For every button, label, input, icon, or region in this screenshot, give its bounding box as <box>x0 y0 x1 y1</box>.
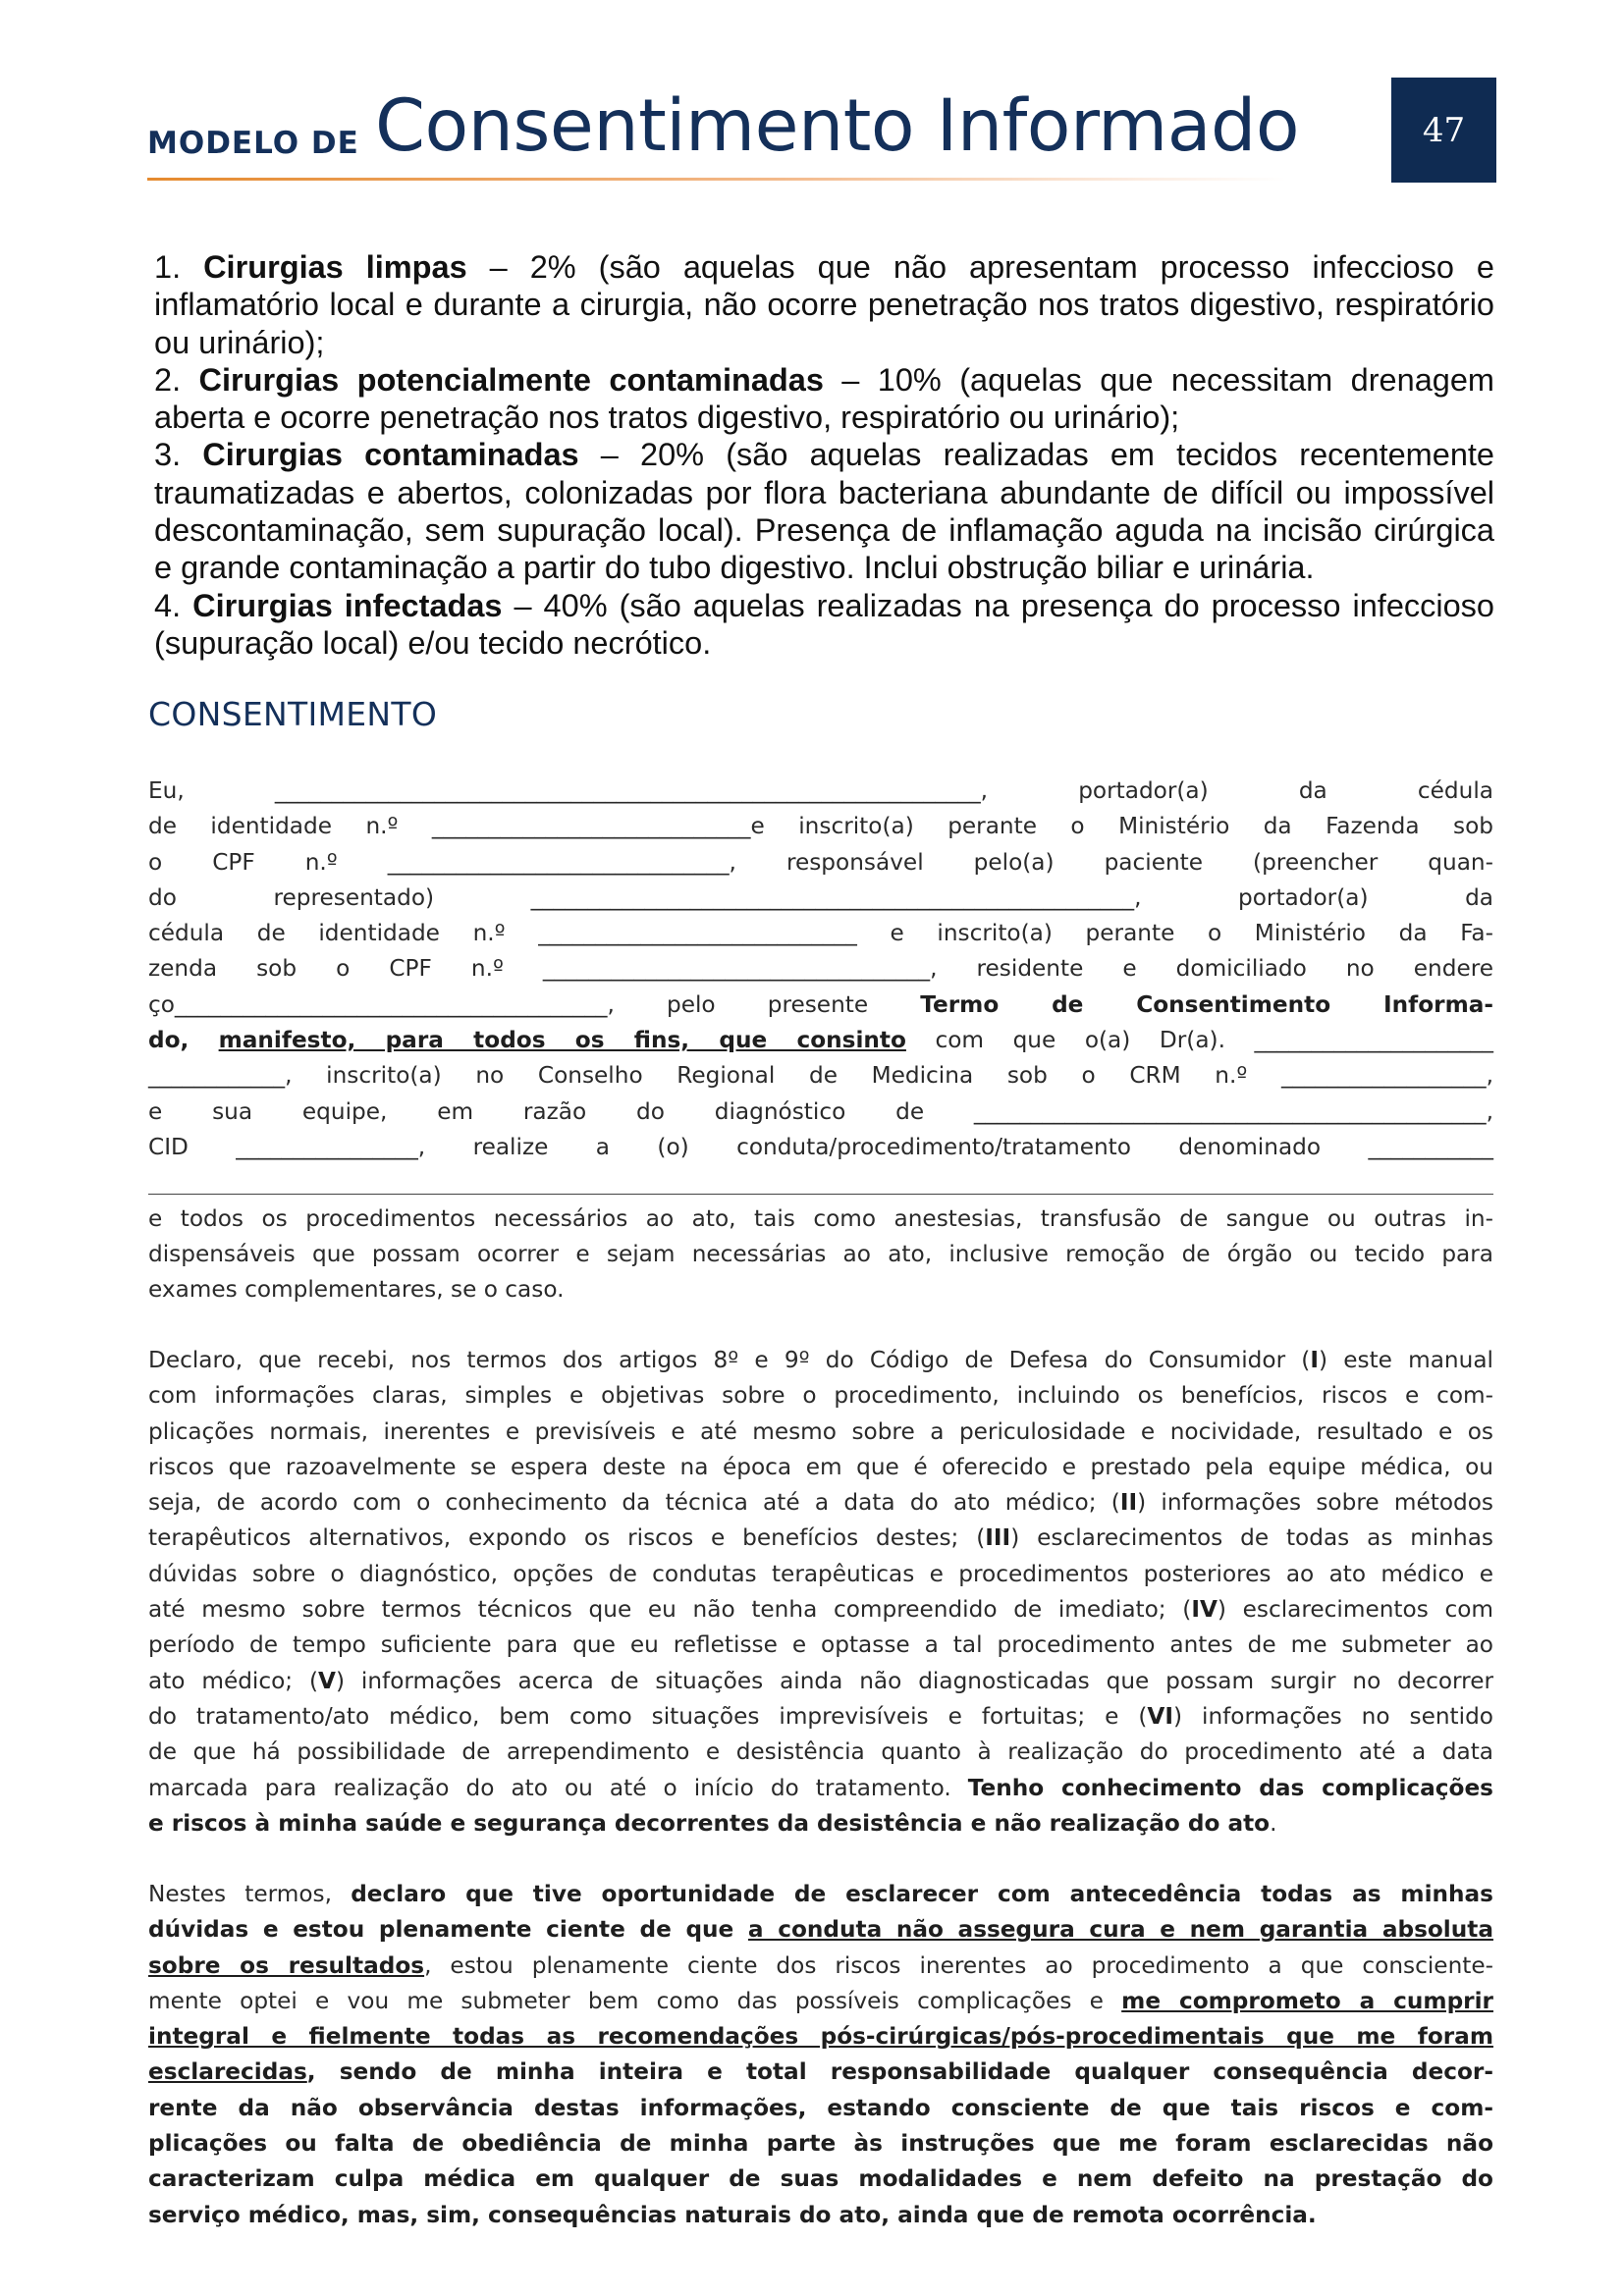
text: marcada para realização do ato ou até o início do tratamento. <box>148 1774 968 1801</box>
underlined-emphasis: me comprometo a cumprir <box>1121 1987 1493 2014</box>
form-text: com que o(a) Dr(a). _____________________ <box>905 1027 1493 1054</box>
item-number: 4. <box>154 587 182 623</box>
form-line: de identidade n.º ____________________________e inscrito(a) perante o Ministério da Fazenda sob <box>148 813 1493 840</box>
paragraph-line <box>148 1984 1493 2019</box>
form-line: o CPF n.º ______________________________, responsável pelo(a) paciente (preencher quan- <box>148 848 1493 876</box>
paragraph-line <box>148 1806 1493 1842</box>
text: mente optei e vou me submeter bem como das possíveis complicações e <box>148 1987 1122 2014</box>
page-number: 47 <box>1422 110 1466 150</box>
text: ) informações no sentido <box>1172 1702 1493 1730</box>
paragraph-line: riscos que razoavelmente se espera deste na época em que é oferecido e prestado pela equipe médica, ou <box>148 1453 1493 1480</box>
text: , estou plenamente ciente dos riscos inerentes ao procedimento a que consciente- <box>424 1951 1493 1979</box>
emphasis-text: dúvidas e estou plenamente ciente de que <box>148 1916 748 1944</box>
list-text-line: ou urinário); <box>154 324 325 360</box>
paragraph-line <box>148 1912 1493 1948</box>
item-term: Cirurgias infectadas <box>192 587 503 623</box>
item-number: 3. <box>154 437 182 473</box>
consent-term-label: do, <box>148 1027 219 1054</box>
paragraph-line <box>148 1343 1493 1378</box>
page-number-badge <box>1391 78 1496 183</box>
declaration-paragraph <box>148 1343 1493 1842</box>
list-item <box>154 587 1494 624</box>
text: ) este manual <box>1319 1347 1493 1373</box>
item-text: – 2% (são aquelas que não apresentam processo infeccioso e <box>466 249 1495 285</box>
paragraph-line <box>148 1521 1493 1556</box>
paragraph-line: período de tempo suficiente para que eu refletisse e optasse a tal procedimento antes de me submeter ao <box>148 1631 1493 1659</box>
paragraph-line: dúvidas sobre o diagnóstico, opções de condutas terapêuticas e procedimentos posteriores ao ato médico e <box>148 1560 1493 1587</box>
paragraph-line: com informações claras, simples e objetivas sobre o procedimento, incluindo os benefícios, riscos e com- <box>148 1382 1493 1410</box>
paragraph-line <box>148 1485 1493 1521</box>
roman-numeral: V <box>318 1667 336 1694</box>
paragraph-line: de que há possibilidade de arrependimento e desistência quanto à realização do procedimento até a data <box>148 1738 1493 1766</box>
list-text-line: descontaminação, sem supuração local). Presença de inflamação aguda na incisão cirúrgica <box>154 512 1494 549</box>
emphasis-text: e riscos à minha saúde e segurança decorrentes da desistência e não realização do ato <box>148 1809 1271 1837</box>
text: ) informações sobre métodos <box>1137 1489 1494 1517</box>
underlined-emphasis: a conduta não assegura cura e nem garantia absoluta <box>747 1916 1493 1944</box>
form-line: e sua equipe, em razão do diagnóstico de _____________________________________________, <box>148 1097 1493 1125</box>
form-text: ço______________________________________, pelo presente <box>148 990 921 1018</box>
text: seja, de acordo com o conhecimento da técnica até a data do ato médico; ( <box>148 1489 1120 1517</box>
form-line <box>148 1023 1493 1058</box>
section-title: CONSENTIMENTO <box>148 695 438 733</box>
text: ) esclarecimentos de todas as minhas <box>1010 1524 1493 1552</box>
underlined-emphasis: sobre os resultados <box>148 1951 425 1979</box>
roman-numeral: II <box>1119 1489 1138 1517</box>
form-line: cédula de identidade n.º ____________________________ e inscrito(a) perante o Ministério da Fa- <box>148 920 1493 947</box>
list-text-line: inflamatório local e durante a cirurgia, não ocorre penetração nos tratos digestivo, respiratório <box>154 287 1494 323</box>
text: terapêuticos alternativos, expondo os riscos e benefícios destes; ( <box>148 1524 986 1552</box>
emphasis-text: Tenho conhecimento das complicações <box>967 1774 1493 1801</box>
item-term: Cirurgias potencialmente contaminadas <box>198 361 824 398</box>
paragraph-line: caracterizam culpa médica em qualquer de suas modalidades e nem defeito na prestação do <box>148 2165 1493 2193</box>
form-line: do representado) _____________________________________________________, portador(a) da <box>148 883 1493 911</box>
item-term: Cirurgias limpas <box>203 249 467 285</box>
text: ato médico; ( <box>148 1667 319 1694</box>
form-line: Eu, ______________________________________________________________, portador(a) da cédula <box>148 777 1493 804</box>
item-text: – 40% (são aquelas realizadas na presença do processo infeccioso <box>502 587 1495 623</box>
form-line <box>148 988 1493 1023</box>
header-divider <box>147 178 1286 181</box>
item-term: Cirurgias contaminadas <box>202 437 579 473</box>
list-item <box>154 436 1494 473</box>
consent-term-label: Termo de Consentimento Informa- <box>920 990 1493 1018</box>
paragraph-line <box>148 1877 1493 1912</box>
text: Declaro, que recebi, nos termos dos artigos 8º e 9º do Código de Defesa do Consumidor ( <box>148 1347 1311 1373</box>
paragraph-line <box>148 1699 1493 1735</box>
form-line: dispensáveis que possam ocorrer e sejam necessárias ao ato, inclusive remoção de órgão ou tecido para <box>148 1240 1493 1267</box>
paragraph-line <box>148 1664 1493 1699</box>
roman-numeral: I <box>1310 1347 1319 1373</box>
item-number: 1. <box>154 249 182 285</box>
list-item <box>154 248 1494 286</box>
form-line: e todos os procedimentos necessários ao ato, tais como anestesias, transfusão de sangue ou outras in- <box>148 1204 1493 1232</box>
paragraph-line: plicações normais, inerentes e previsíveis e até mesmo sobre a periculosidade e nocividade, resultado e os <box>148 1417 1493 1445</box>
surgery-classification-list <box>154 248 1494 662</box>
text: Nestes termos, <box>148 1881 352 1907</box>
form-line: CID ________________, realize a (o) conduta/procedimento/tratamento denominado ___________ <box>148 1133 1493 1160</box>
text: até mesmo sobre termos técnicos que eu não tenha compreendido de imediato; ( <box>148 1596 1192 1624</box>
list-text-line: (supuração local) e/ou tecido necrótico. <box>154 624 712 661</box>
paragraph-line <box>148 1771 1493 1806</box>
text: ) informações acerca de situações ainda não diagnosticadas que possam surgir no decorrer <box>336 1667 1493 1694</box>
item-text: – 20% (são aquelas realizadas em tecidos recentemente <box>578 437 1495 473</box>
roman-numeral: III <box>985 1524 1011 1552</box>
text: . <box>1270 1809 1277 1837</box>
form-line: zenda sob o CPF n.º __________________________________, residente e domiciliado no endere <box>148 955 1493 983</box>
emphasis-text: declaro que tive oportunidade de esclarecer com antecedência todas as minhas <box>351 1881 1493 1907</box>
form-line: exames complementares, se o caso. <box>148 1276 565 1304</box>
item-text: – 10% (aquelas que necessitam drenagem <box>823 361 1494 398</box>
list-text-line: aberta e ocorre penetração nos tratos digestivo, respiratório ou urinário); <box>154 400 1180 436</box>
paragraph-line: integral e fielmente todas as recomendações pós-cirúrgicas/pós-procedimentais que me foram <box>148 2023 1493 2051</box>
underlined-emphasis: esclarecidas <box>148 2058 307 2086</box>
list-item <box>154 361 1494 399</box>
blank-fill-line <box>148 1165 1493 1201</box>
paragraph-line <box>148 1949 1493 1984</box>
header-prefix: MODELO DE <box>147 126 359 161</box>
form-line: ____________, inscrito(a) no Conselho Regional de Medicina sob o CRM n.º __________________, <box>148 1062 1493 1090</box>
roman-numeral: IV <box>1191 1596 1218 1624</box>
paragraph-line: plicações ou falta de obediência de minha parte às instruções que me foram esclarecidas não <box>148 2130 1493 2158</box>
list-text-line: e grande contaminação a partir do tubo digestivo. Inclui obstrução biliar e urinária. <box>154 550 1315 586</box>
paragraph-line: serviço médico, mas, sim, consequências naturais do ato, ainda que de remota ocorrência. <box>148 2201 1317 2228</box>
consent-statement: manifesto, para todos os fins, que consinto <box>218 1027 906 1054</box>
consent-form <box>148 774 1493 1308</box>
text: ) esclarecimentos com <box>1217 1596 1493 1624</box>
list-text-line: traumatizadas e abertos, colonizadas por flora bacteriana abundante de difícil ou impossível <box>154 474 1494 510</box>
paragraph-line <box>148 2055 1493 2090</box>
roman-numeral: VI <box>1147 1702 1173 1730</box>
paragraph-line <box>148 1592 1493 1628</box>
item-number: 2. <box>154 361 182 398</box>
page-title: Consentimento Informado <box>375 84 1300 168</box>
paragraph-line: rente da não observância destas informações, estando consciente de que tais riscos e com- <box>148 2094 1493 2121</box>
terms-paragraph <box>148 1877 1493 2233</box>
emphasis-text: , sendo de minha inteira e total responsabilidade qualquer consequência decor- <box>306 2058 1493 2086</box>
text: do tratamento/ato médico, bem como situações imprevisíveis e fortuitas; e ( <box>148 1702 1148 1730</box>
